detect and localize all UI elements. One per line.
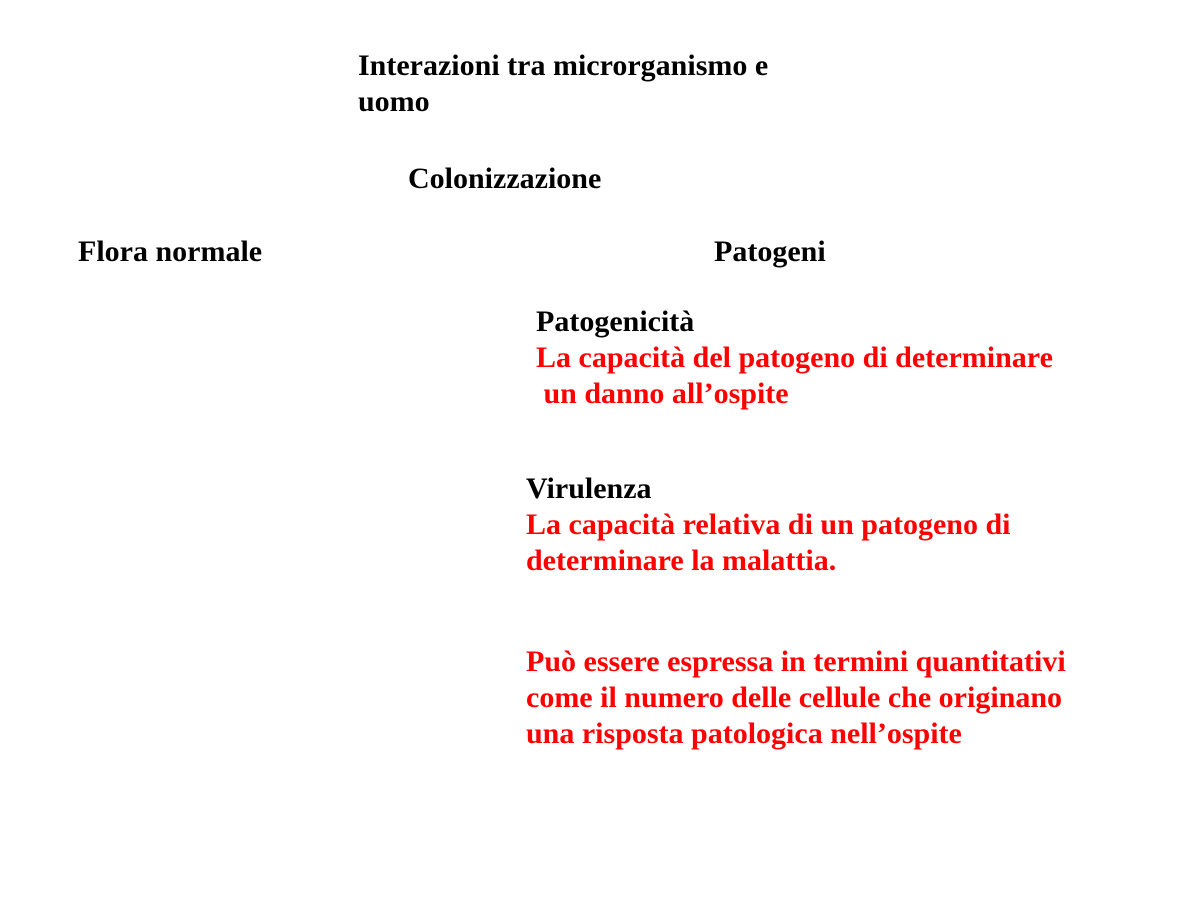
virulenza-definition-line-1: La capacità relativa di un patogeno di <box>526 508 1011 541</box>
slide-title-line-2: uomo <box>358 85 430 118</box>
heading-patogeni: Patogeni <box>714 235 826 268</box>
patogenicita-definition-line-1: La capacità del patogeno di determinare <box>536 341 1053 374</box>
slide-title <box>358 48 768 120</box>
heading-flora-normale: Flora normale <box>78 235 263 268</box>
slide-title-line-1: Interazioni tra microrganismo e <box>358 49 769 82</box>
virulenza-quant-line-1: Può essere espressa in termini quantitativi <box>526 645 1066 678</box>
virulenza-quantitative-note <box>526 644 1066 752</box>
virulenza-definition-line-2: determinare la malattia. <box>526 544 837 577</box>
patogenicita-section <box>536 304 1053 412</box>
virulenza-heading: Virulenza <box>526 472 652 505</box>
patogenicita-heading: Patogenicità <box>536 305 695 338</box>
virulenza-quant-line-3: una risposta patologica nell’ospite <box>526 717 962 750</box>
virulenza-quant-line-2: come il numero delle cellule che originano <box>526 681 1063 714</box>
patogenicita-definition-line-2: un danno all’ospite <box>536 377 789 410</box>
virulenza-section <box>526 471 1010 579</box>
subtitle-colonizzazione: Colonizzazione <box>408 162 602 195</box>
